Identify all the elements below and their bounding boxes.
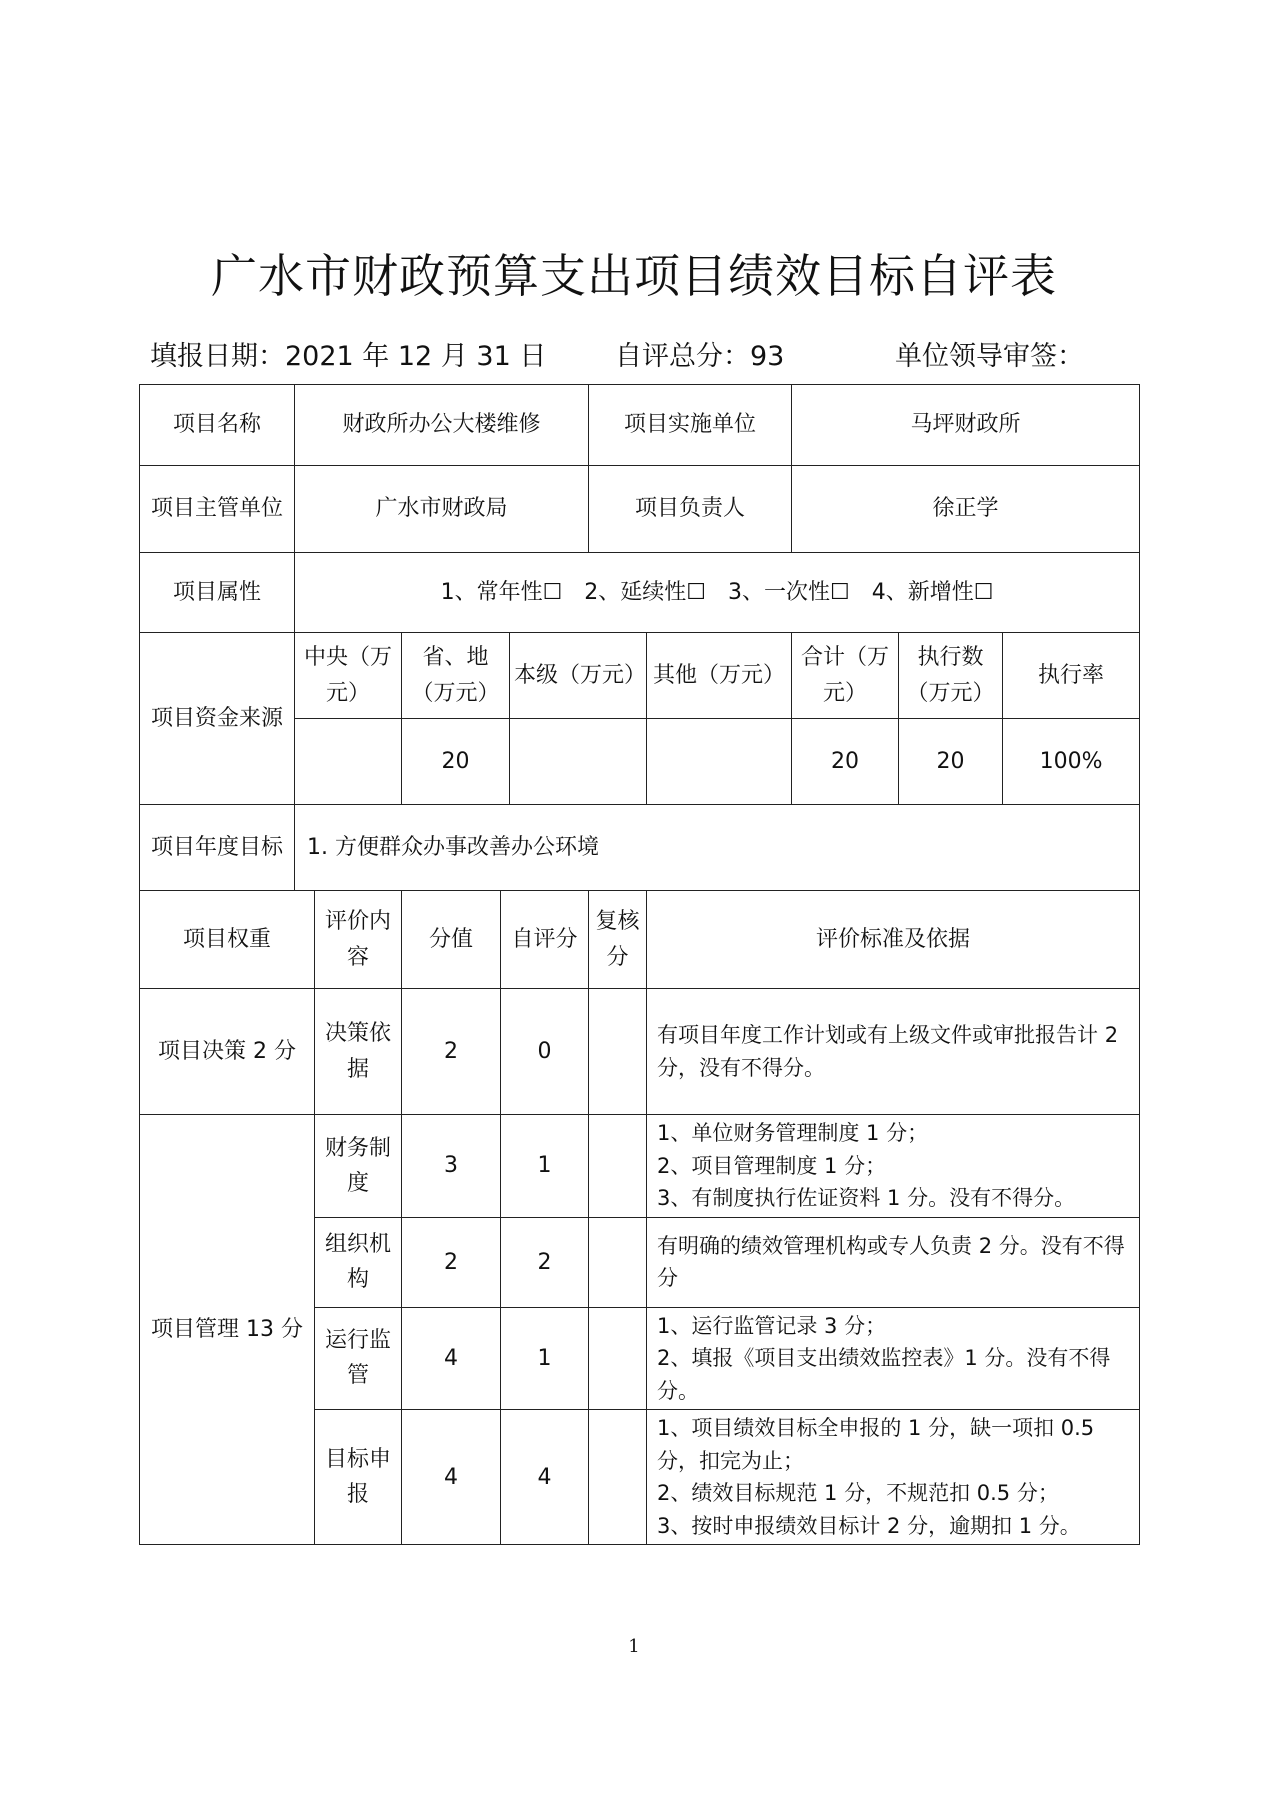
leader-sign: 单位领导审签： — [895, 341, 1084, 372]
organization-score: 2 — [402, 1217, 501, 1307]
funds-value-rate: 100% — [1003, 719, 1140, 805]
finance-content: 财务制度 — [315, 1115, 402, 1218]
label-annual-goal: 项目年度目标 — [140, 805, 295, 891]
label-project-name: 项目名称 — [140, 385, 295, 466]
target-review — [589, 1410, 647, 1545]
page-number: 1 — [628, 1636, 640, 1657]
organization-content: 组织机构 — [315, 1217, 402, 1307]
decision-self: 0 — [501, 989, 589, 1115]
row-eval-headers — [140, 891, 1140, 989]
decision-content: 决策依据 — [315, 989, 402, 1115]
organization-self: 2 — [501, 1217, 589, 1307]
funds-header-other: 其他（万元） — [647, 633, 792, 719]
decision-criteria — [647, 989, 1140, 1115]
finance-review — [589, 1115, 647, 1218]
row-project-name — [140, 385, 1140, 466]
decision-review — [589, 989, 647, 1115]
funds-header-executed: 执行数（万元） — [899, 633, 1003, 719]
label-attribute: 项目属性 — [140, 553, 295, 633]
criteria-line: 1、项目绩效目标全申报的 1 分，缺一项扣 0.5 分，扣完为止； — [657, 1416, 1095, 1473]
decision-weight: 项目决策 2 分 — [140, 989, 315, 1115]
eval-header-criteria: 评价标准及依据 — [647, 891, 1140, 989]
value-impl-unit: 马坪财政所 — [792, 385, 1140, 466]
value-owner: 徐正学 — [792, 466, 1140, 553]
funds-value-total: 20 — [792, 719, 899, 805]
value-attribute: 1、常年性☐ 2、延续性☐ 3、一次性☐ 4、新增性☐ — [295, 553, 1140, 633]
funds-header-local: 本级（万元） — [510, 633, 647, 719]
self-evaluation-table — [139, 384, 1140, 1545]
criteria-line: 1、运行监管记录 3 分； — [657, 1313, 887, 1338]
management-weight: 项目管理 13 分 — [140, 1115, 315, 1545]
funds-value-executed: 20 — [899, 719, 1003, 805]
value-project-name: 财政所办公大楼维修 — [295, 385, 589, 466]
value-department: 广水市财政局 — [295, 466, 589, 553]
supervision-self: 1 — [501, 1307, 589, 1410]
funds-value-other — [647, 719, 792, 805]
row-attribute — [140, 553, 1140, 633]
criteria-line: 2、填报《项目支出绩效监控表》1 分。没有不得分。 — [657, 1346, 1111, 1403]
criteria-line: 3、有制度执行佐证资料 1 分。没有不得分。 — [657, 1186, 1076, 1211]
label-department: 项目主管单位 — [140, 466, 295, 553]
value-annual-goal: 1. 方便群众办事改善办公环境 — [295, 805, 1140, 891]
supervision-criteria — [647, 1307, 1140, 1410]
criteria-line: 有明确的绩效管理机构或专人负责 2 分。没有不得分 — [657, 1233, 1125, 1291]
supervision-content: 运行监管 — [315, 1307, 402, 1410]
criteria-line: 3、按时申报绩效目标计 2 分，逾期扣 1 分。 — [657, 1513, 1081, 1538]
criteria-line: 有项目年度工作计划或有上级文件或审批报告计 2 分，没有不得分。 — [657, 1022, 1119, 1080]
eval-header-weight: 项目权重 — [140, 891, 315, 989]
eval-header-self: 自评分 — [501, 891, 589, 989]
criteria-line: 2、项目管理制度 1 分； — [657, 1153, 887, 1178]
row-annual-goal — [140, 805, 1140, 891]
decision-score: 2 — [402, 989, 501, 1115]
row-finance-system — [140, 1115, 1140, 1218]
eval-header-score: 分值 — [402, 891, 501, 989]
funds-header-total: 合计（万元） — [792, 633, 899, 719]
finance-self: 1 — [501, 1115, 589, 1218]
funds-header-central: 中央（万元） — [295, 633, 402, 719]
total-score: 自评总分：93 — [615, 341, 785, 372]
page-title: 广水市财政预算支出项目绩效目标自评表 — [211, 249, 1057, 303]
criteria-line: 1、单位财务管理制度 1 分； — [657, 1121, 929, 1145]
funds-header-province: 省、地（万元） — [402, 633, 510, 719]
organization-review — [589, 1217, 647, 1307]
fill-date: 填报日期：2021 年 12 月 31 日 — [150, 341, 547, 372]
label-owner: 项目负责人 — [589, 466, 792, 553]
finance-score: 3 — [402, 1115, 501, 1218]
finance-criteria — [647, 1115, 1140, 1218]
criteria-line: 2、绩效目标规范 1 分，不规范扣 0.5 分； — [657, 1481, 1059, 1506]
organization-criteria — [647, 1217, 1140, 1307]
label-impl-unit: 项目实施单位 — [589, 385, 792, 466]
funds-header-rate: 执行率 — [1003, 633, 1140, 719]
meta-line — [150, 334, 1150, 374]
funds-value-central — [295, 719, 402, 805]
target-self: 4 — [501, 1410, 589, 1545]
row-department — [140, 466, 1140, 553]
eval-header-content: 评价内容 — [315, 891, 402, 989]
eval-header-review: 复核分 — [589, 891, 647, 989]
target-criteria — [647, 1410, 1140, 1545]
row-funds-headers — [140, 633, 1140, 719]
target-content: 目标申报 — [315, 1410, 402, 1545]
funds-value-province: 20 — [402, 719, 510, 805]
funds-value-local — [510, 719, 647, 805]
supervision-score: 4 — [402, 1307, 501, 1410]
target-score: 4 — [402, 1410, 501, 1545]
supervision-review — [589, 1307, 647, 1410]
label-funds: 项目资金来源 — [140, 633, 295, 805]
row-decision — [140, 989, 1140, 1115]
